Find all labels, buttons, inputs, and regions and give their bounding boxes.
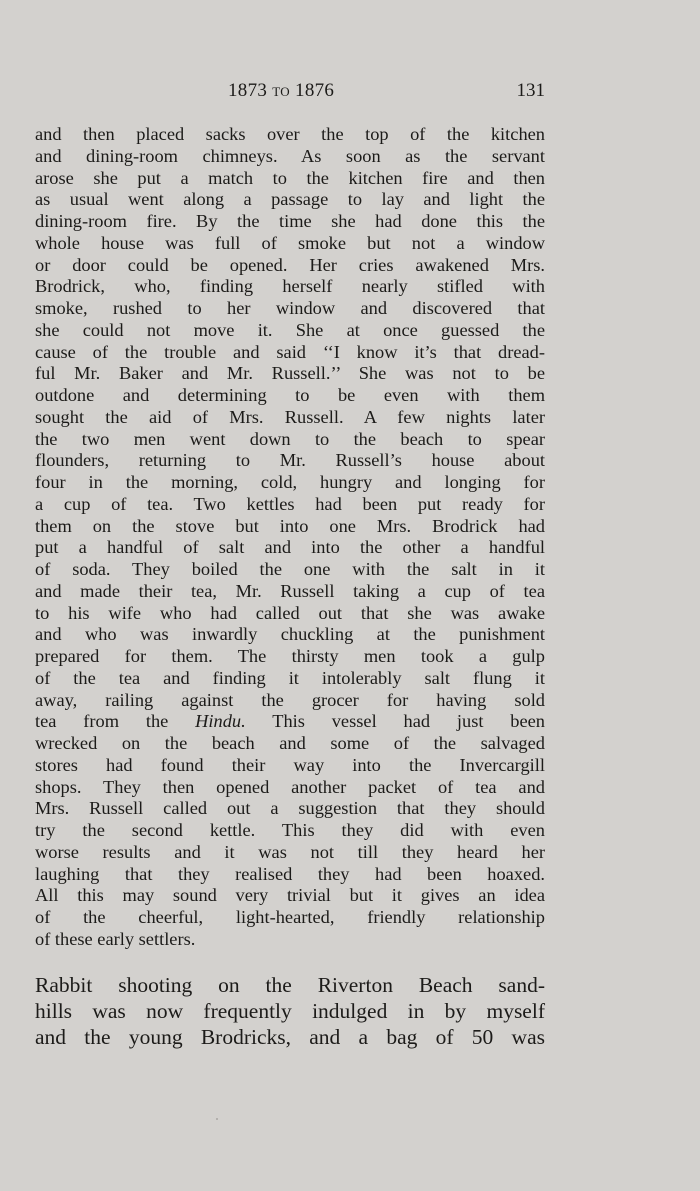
text-line: or door could be opened. Her cries awakened Mrs.	[35, 254, 545, 275]
text-line: shops. They then opened another packet of tea and	[35, 776, 545, 797]
text-line: a cup of tea. Two kettles had been put ready for	[35, 493, 545, 514]
text-line: Mrs. Russell called out a suggestion that they should	[35, 798, 545, 819]
text-line: of soda. They boiled the one with the salt in it	[35, 559, 545, 579]
text-line: dining-room fire. By the time she had done this the	[35, 211, 545, 231]
text-line: wrecked on the beach and some of the salvaged	[35, 733, 545, 753]
text-line: flounders, returning to Mr. Russell’s house about	[35, 450, 545, 471]
text-line: try the second kettle. This they did with even	[35, 820, 545, 840]
text-line: worse results and it was not till they heard her	[35, 841, 545, 862]
text-line: cause of the trouble and said ‘‘I know it’s that dread-	[35, 341, 545, 362]
text-line: and made their tea, Mr. Russell taking a cup of tea	[35, 580, 545, 601]
text-line: smoke, rushed to her window and discovered that	[35, 298, 545, 318]
text-line: prepared for them. The thirsty men took a gulp	[35, 646, 545, 666]
text-line: and who was inwardly chuckling at the punishment	[35, 624, 545, 645]
text-line: away, railing against the grocer for having sold	[35, 689, 545, 710]
text-line: of the cheerful, light-hearted, friendly relationship	[35, 907, 545, 927]
text-line: hills was now frequently indulged in by myself	[35, 999, 545, 1023]
text-line: outdone and determining to be even with them	[35, 385, 545, 405]
text-line: All this may sound very trivial but it gives an idea	[35, 885, 545, 906]
text-line: as usual went along a passage to lay and light the	[35, 189, 545, 210]
chapter-date-range: 1873 to 1876	[228, 80, 335, 101]
text-line-with-ship-name: tea from the Hindu. This vessel had just been	[35, 711, 545, 732]
text-line: whole house was full of smoke but not a window	[35, 232, 545, 253]
text-line: Brodrick, who, finding herself nearly stifled with	[35, 276, 545, 297]
text-line: Rabbit shooting on the Riverton Beach sand-	[35, 973, 545, 997]
page-number: 131	[516, 80, 545, 101]
text-line: and the young Brodricks, and a bag of 50 was	[35, 1025, 545, 1049]
paragraph-1	[35, 124, 545, 951]
running-header	[35, 80, 545, 106]
text-line: ful Mr. Baker and Mr. Russell.’’ She was not to be	[35, 363, 545, 384]
text-line: of these early settlers.	[35, 928, 196, 949]
text-line: stores had found their way into the Invercargill	[35, 754, 545, 775]
text-line: four in the morning, cold, hungry and longing for	[35, 472, 545, 492]
text-line: laughing that they realised they had been hoaxed.	[35, 863, 545, 884]
text-line: arose she put a match to the kitchen fire and then	[35, 167, 545, 188]
paper-speck	[216, 1118, 218, 1120]
text-line: and dining-room chimneys. As soon as the servant	[35, 145, 545, 166]
paragraph-2	[35, 972, 545, 1050]
text-line: and then placed sacks over the top of the kitchen	[35, 124, 545, 144]
text-line: of the tea and finding it intolerably salt flung it	[35, 667, 545, 688]
text-line: them on the stove but into one Mrs. Brodrick had	[35, 515, 545, 536]
text-line: to his wife who had called out that she was awake	[35, 602, 545, 623]
text-line: she could not move it. She at once guessed the	[35, 319, 545, 340]
text-line: put a handful of salt and into the other a handful	[35, 537, 545, 558]
ship-name: Hindu.	[195, 711, 246, 732]
text-line: sought the aid of Mrs. Russell. A few nights later	[35, 406, 545, 427]
text-line: the two men went down to the beach to spear	[35, 428, 545, 449]
